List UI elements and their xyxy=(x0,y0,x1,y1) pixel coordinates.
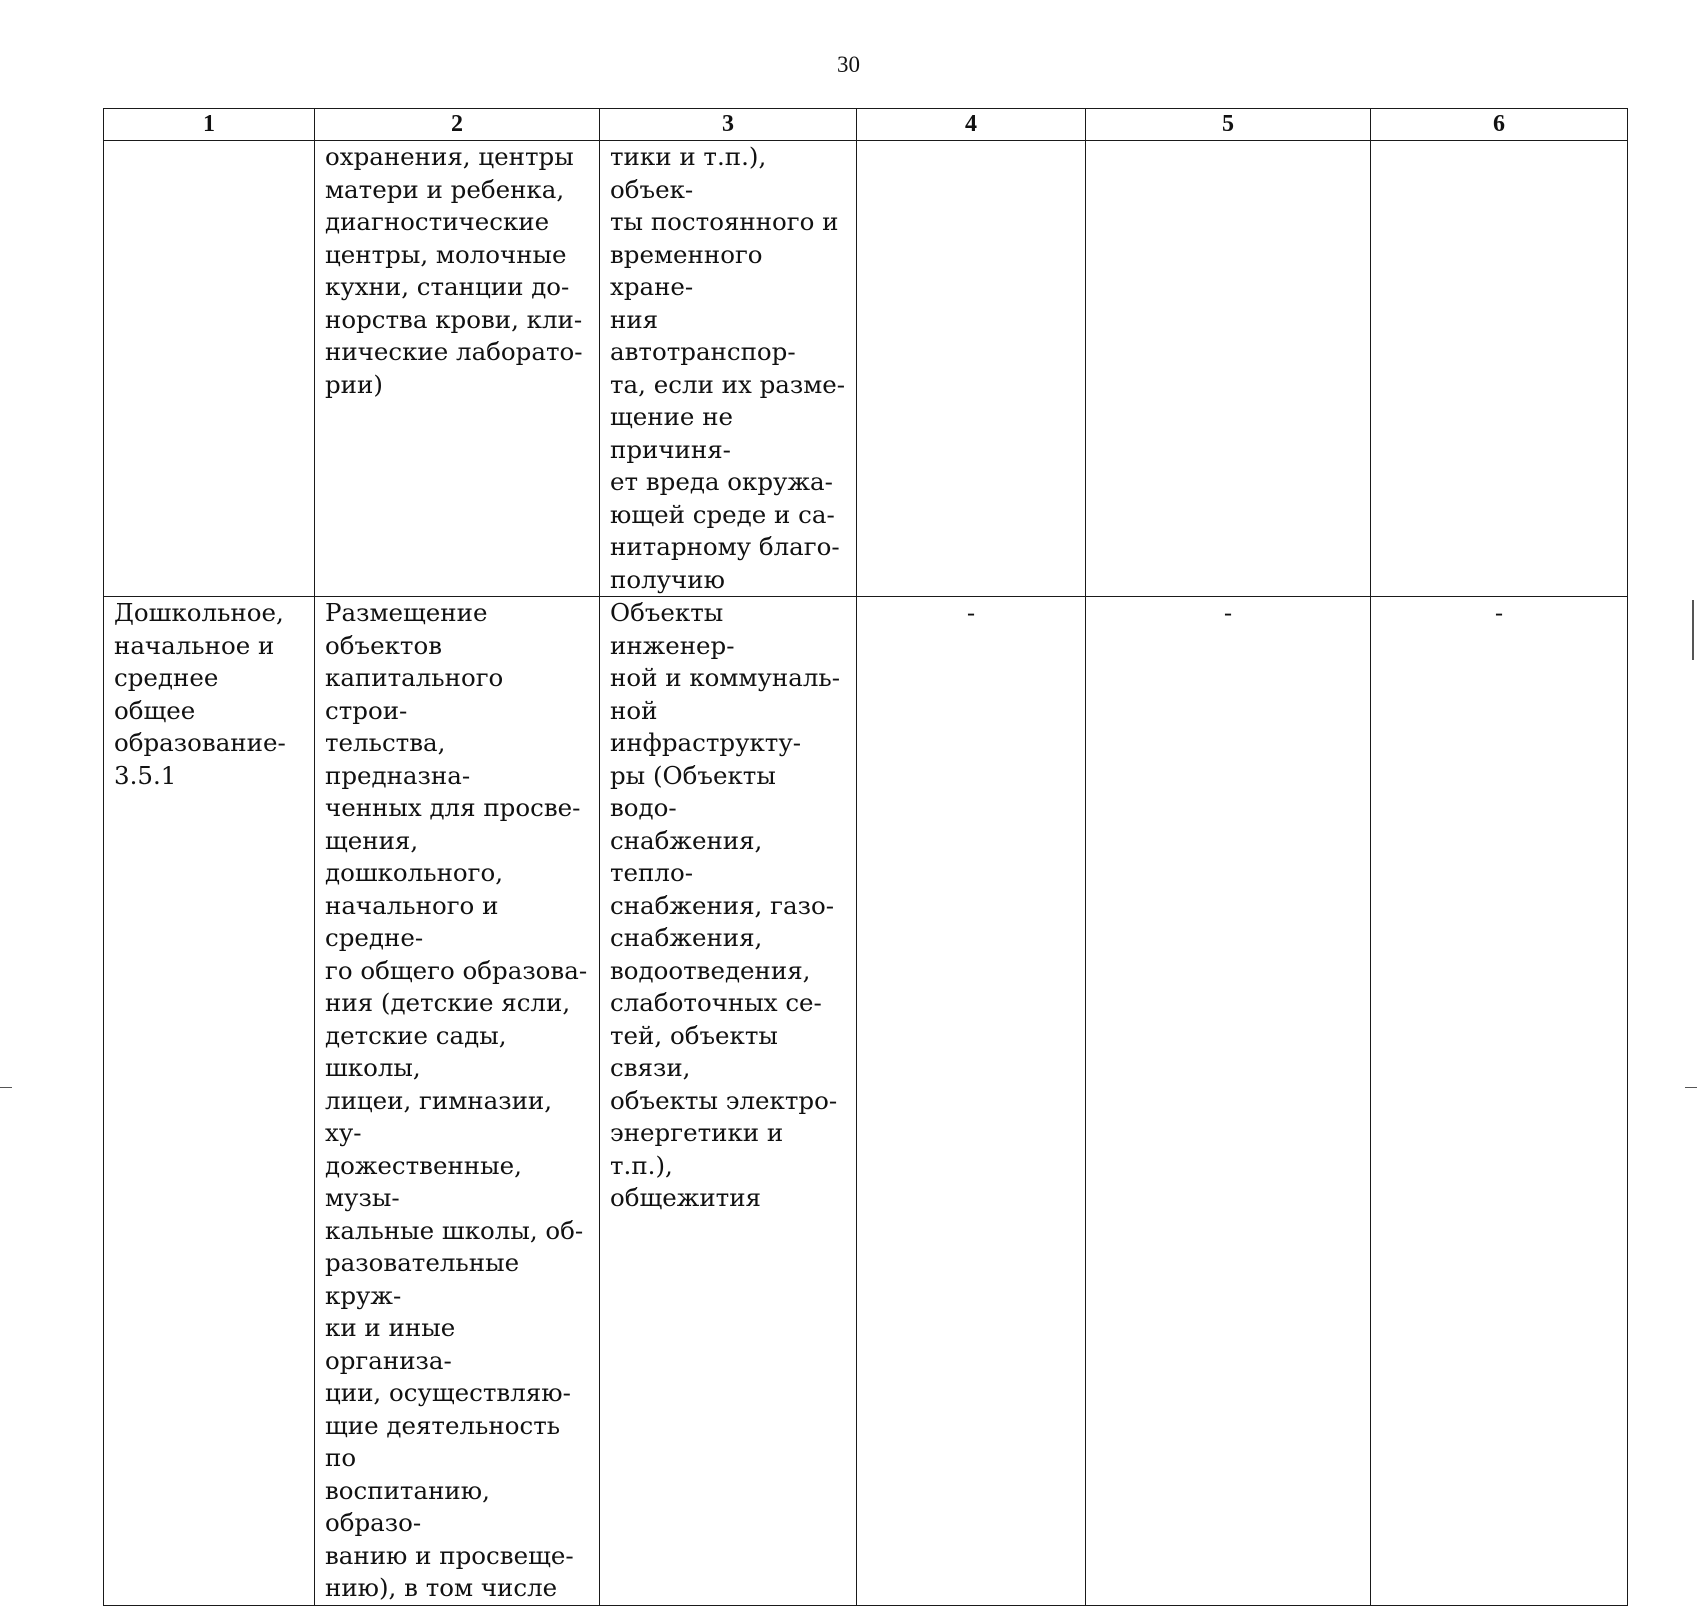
cell-text: - xyxy=(1223,598,1233,627)
cell-text: Размещение объектов капитального строи- тельства, предназна- ченных для просве- щения, дошкольного, начального и средне- го общего образова- ния (детские ясли, детские сады, школы, лицеи, гимназии, ху- дожественные, музы- кальные школы, об- разовательные круж- ки и иные организа- ции, осуществляю- щие деятельность по воспитанию, образо- ванию и просвеще- нию), в том числе xyxy=(325,598,588,1602)
header-row xyxy=(104,109,1628,141)
regulation-table xyxy=(103,108,1628,1606)
table-cell xyxy=(104,597,315,1606)
table-cell xyxy=(857,141,1086,597)
table-cell xyxy=(1371,597,1628,1606)
column-header-3: 3 xyxy=(600,109,857,141)
column-header-5: 5 xyxy=(1086,109,1371,141)
table-cell xyxy=(600,597,857,1606)
table-cell xyxy=(1371,141,1628,597)
cell-text: тики и т.п.), объек- ты постоянного и временного хране- ния автотранспор- та, если их разме- щение не причиня- ет вреда окружа- ющей среде и са- нитарному благо- получию xyxy=(610,142,846,594)
table-cell xyxy=(104,141,315,597)
cell-text: - xyxy=(966,598,976,627)
table-cell xyxy=(315,141,600,597)
land-use-type-label: Дошкольное, начальное и среднее общее образование- 3.5.1 xyxy=(114,598,286,790)
table-cell xyxy=(600,141,857,597)
column-header-4: 4 xyxy=(857,109,1086,141)
table-cell xyxy=(857,597,1086,1606)
column-header-1: 1 xyxy=(104,109,315,141)
table-cell xyxy=(315,597,600,1606)
cell-text: - xyxy=(1494,598,1504,627)
scan-artifact xyxy=(1692,600,1694,660)
scan-artifact xyxy=(1685,1087,1697,1088)
table-cell xyxy=(1086,597,1371,1606)
column-header-6: 6 xyxy=(1371,109,1628,141)
cell-text: Объекты инженер- ной и коммуналь- ной инфраструкту- ры (Объекты водо- снабжения, тепло- снабжения, газо- снабжения, водоотведения, слаботочных се- тей, объекты связи, объекты электро- энергетики и т.п.), общежития xyxy=(610,598,841,1212)
scan-artifact xyxy=(0,1087,12,1088)
table-row xyxy=(104,597,1628,1606)
table-cell xyxy=(1086,141,1371,597)
column-header-2: 2 xyxy=(315,109,600,141)
cell-text: охранения, центры матери и ребенка, диагностические центры, молочные кухни, станции до- норства крови, кли- нические лаборато- рии) xyxy=(325,142,583,399)
table-row xyxy=(104,141,1628,597)
page-number: 30 xyxy=(837,52,860,77)
